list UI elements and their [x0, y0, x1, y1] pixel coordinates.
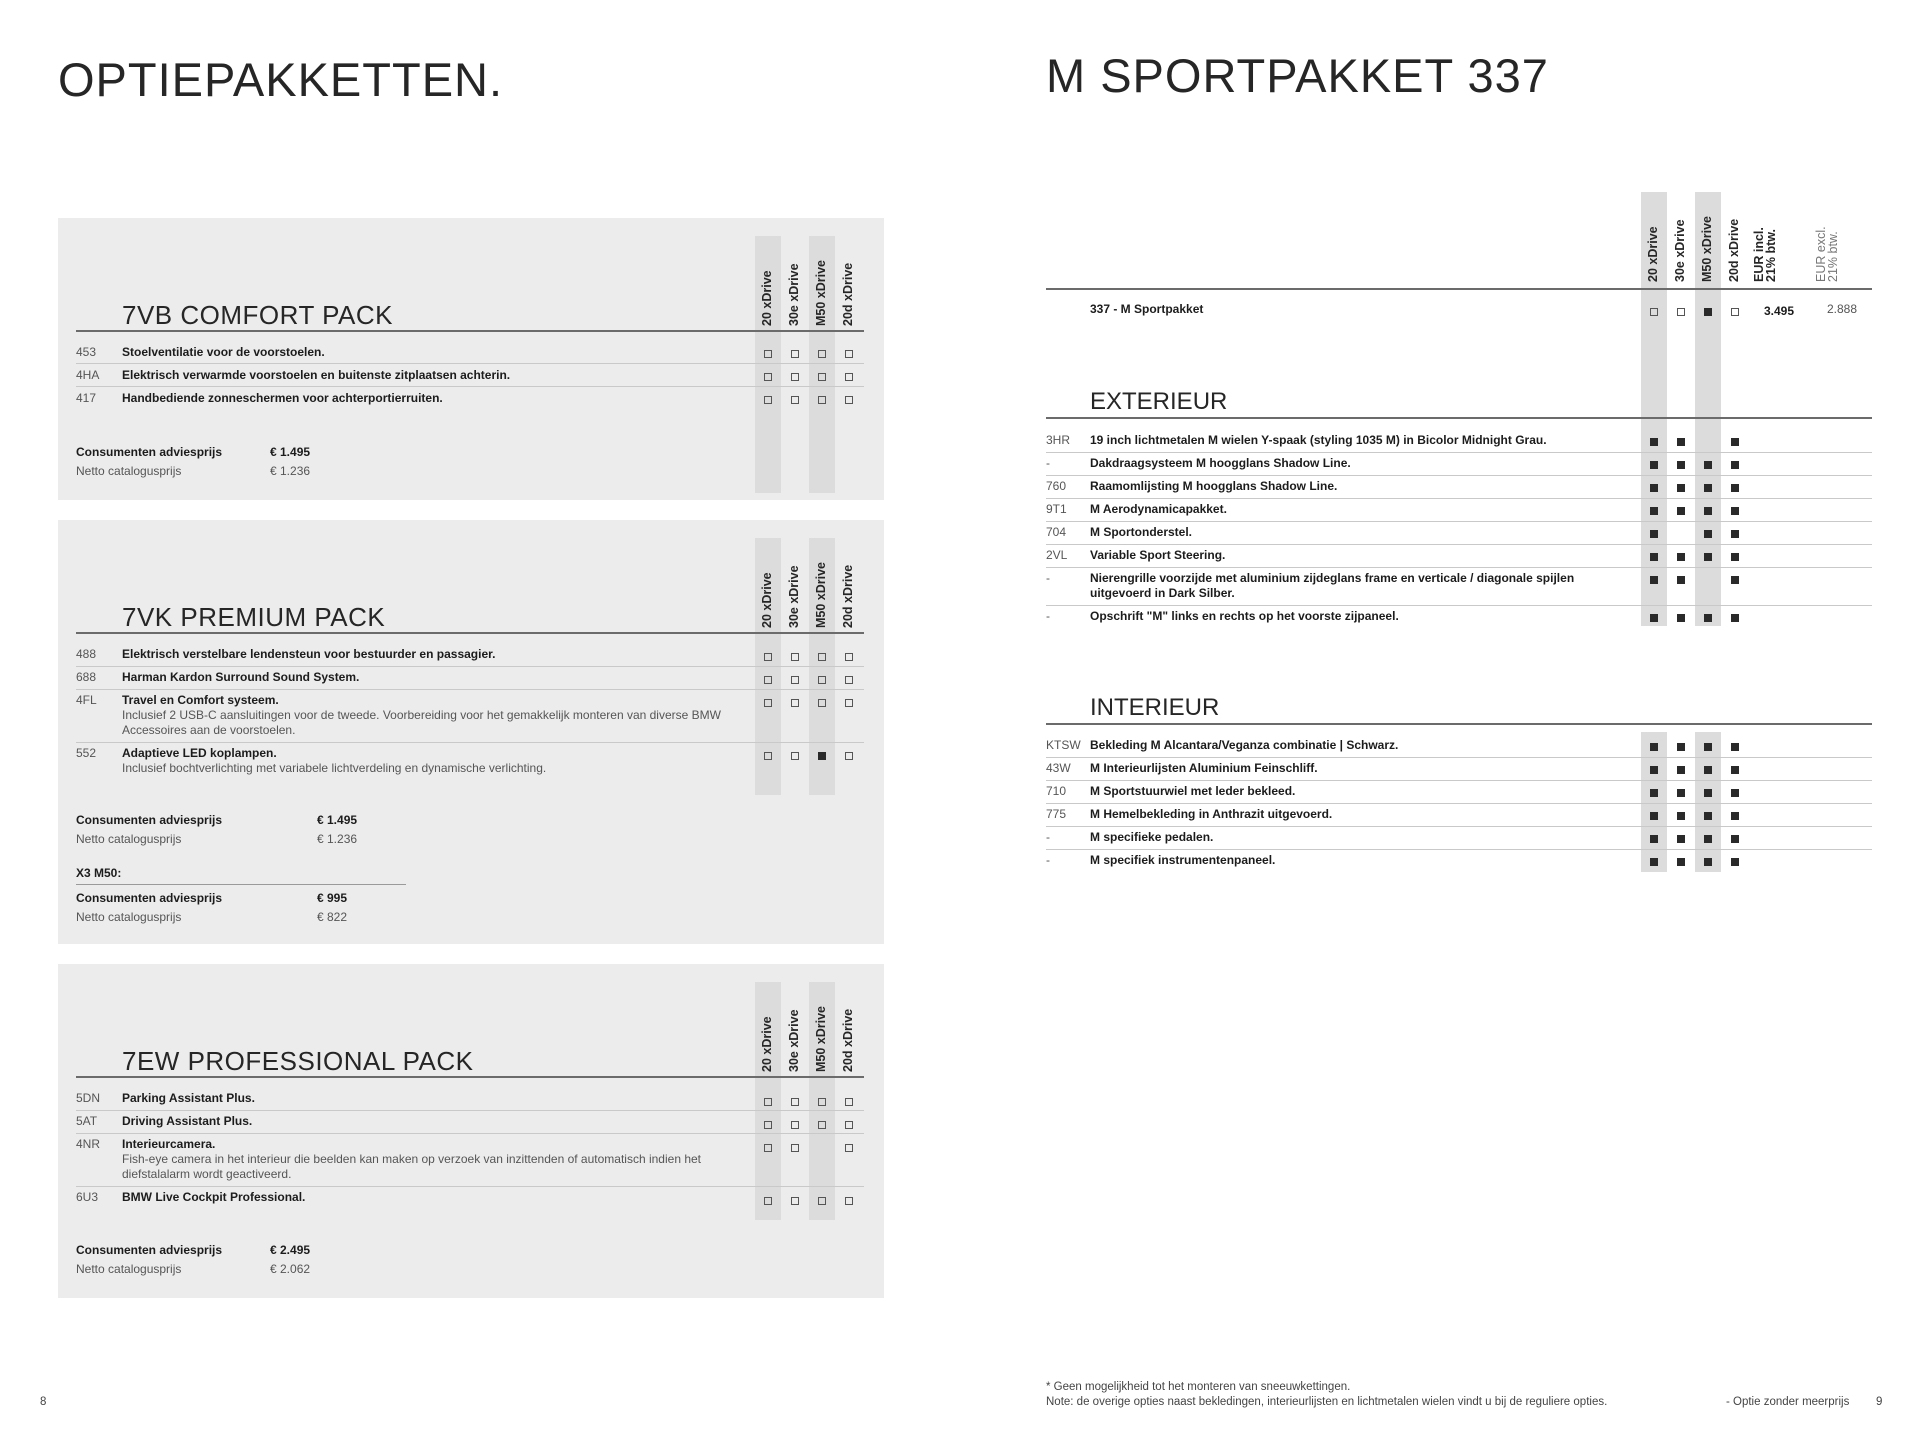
- option-code: 4HA: [76, 368, 100, 382]
- mark-optional: [764, 396, 772, 404]
- option-code: 688: [76, 670, 97, 684]
- package-row-desc: 337 - M Sportpakket: [1090, 302, 1204, 316]
- price-label: Consumenten adviesprijs: [76, 445, 223, 459]
- option-code: 710: [1046, 784, 1067, 798]
- mark-standard: [1731, 614, 1739, 622]
- row-divider: [76, 689, 864, 690]
- mark-standard: [1677, 743, 1685, 751]
- row-divider: [1046, 605, 1872, 606]
- option-code: 5AT: [76, 1114, 98, 1128]
- section-title-exterieur: EXTERIEUR: [1090, 388, 1228, 415]
- row-divider: [76, 1133, 864, 1134]
- mark-optional: [818, 1121, 826, 1129]
- section-title-interieur: INTERIEUR: [1090, 694, 1220, 721]
- mark-optional: [845, 752, 853, 760]
- mark-standard: [1650, 576, 1658, 584]
- option-desc: Elektrisch verstelbare lendensteun voor bestuurder en passagier.: [122, 647, 496, 661]
- mark-optional: [845, 1098, 853, 1106]
- mark-optional: [818, 1098, 826, 1106]
- option-desc: Stoelventilatie voor de voorstoelen.: [122, 345, 325, 359]
- mark-standard: [1650, 858, 1658, 866]
- option-desc: Adaptieve LED koplampen.: [122, 746, 277, 760]
- page-number-right: 9: [1876, 1396, 1883, 1408]
- mark-standard: [1704, 507, 1712, 515]
- row-divider: [1046, 475, 1872, 476]
- option-desc: M Sportstuurwiel met leder bekleed.: [1090, 784, 1296, 798]
- option-desc: 19 inch lichtmetalen M wielen Y-spaak (styling 1035 M) in Bicolor Midnight Grau.: [1090, 433, 1547, 447]
- price-value: € 1.495: [270, 445, 311, 459]
- mark-optional: [818, 676, 826, 684]
- header-rule: [1046, 288, 1872, 290]
- mark-standard: [1704, 461, 1712, 469]
- page-number-left: 8: [40, 1396, 47, 1408]
- option-desc: M Hemelbekleding in Anthrazit uitgevoerd.: [1090, 807, 1333, 821]
- mark-optional: [791, 653, 799, 661]
- mark-optional: [791, 1197, 799, 1205]
- mark-standard: [1650, 743, 1658, 751]
- mark-standard: [1704, 743, 1712, 751]
- mark-standard: [1650, 835, 1658, 843]
- mark-standard: [1677, 812, 1685, 820]
- option-code: 3HR: [1046, 433, 1071, 447]
- option-code: 43W: [1046, 761, 1071, 775]
- column-header-price-incl: EUR incl. 21% btw.: [1752, 227, 1778, 282]
- pack-box-professional: [58, 964, 884, 1298]
- price-value: € 1.236: [317, 832, 358, 846]
- mark-optional: [845, 676, 853, 684]
- option-code: 6U3: [76, 1190, 99, 1204]
- mark-standard: [1704, 835, 1712, 843]
- option-desc: Handbediende zonneschermen voor achterportierruiten.: [122, 391, 443, 405]
- mark-standard: [1650, 766, 1658, 774]
- mark-standard: [1650, 614, 1658, 622]
- price-incl: 3.495: [1764, 304, 1795, 318]
- row-divider: [1046, 452, 1872, 453]
- option-desc: Variable Sport Steering.: [1090, 548, 1226, 562]
- price-label: Netto catalogusprijs: [76, 910, 182, 924]
- mark-optional: [1677, 308, 1685, 316]
- row-divider: [76, 363, 864, 364]
- option-desc: Driving Assistant Plus.: [122, 1114, 253, 1128]
- column-header: 20 xDrive: [1646, 226, 1660, 282]
- column-shade: [1641, 732, 1667, 872]
- mark-optional: [764, 653, 772, 661]
- option-desc: Raamomlijsting M hoogglans Shadow Line.: [1090, 479, 1338, 493]
- mark-optional: [791, 350, 799, 358]
- column-header-price-excl: EUR excl. 21% btw.: [1814, 226, 1840, 282]
- mark-optional: [845, 350, 853, 358]
- mark-standard: [1650, 438, 1658, 446]
- column-header: 20d xDrive: [1727, 218, 1741, 282]
- option-code: KTSW: [1046, 738, 1081, 752]
- mark-optional: [791, 1098, 799, 1106]
- price-label: Consumenten adviesprijs: [76, 1243, 223, 1257]
- row-divider: [1046, 849, 1872, 850]
- price-value: € 1.236: [270, 464, 311, 478]
- mark-standard: [1677, 576, 1685, 584]
- page-title-right: M SPORTPAKKET 337: [1046, 49, 1549, 102]
- option-code: 488: [76, 647, 97, 661]
- option-code: 4NR: [76, 1137, 101, 1151]
- mark-standard: [1677, 553, 1685, 561]
- price-value: € 2.495: [270, 1243, 311, 1257]
- row-divider: [1046, 826, 1872, 827]
- mark-standard: [1650, 812, 1658, 820]
- pack-title: 7EW PROFESSIONAL PACK: [122, 1046, 474, 1076]
- mark-standard: [1650, 461, 1658, 469]
- price-label: Consumenten adviesprijs: [76, 891, 223, 905]
- option-code: 760: [1046, 479, 1067, 493]
- option-desc: M Aerodynamicapakket.: [1090, 502, 1227, 516]
- row-divider: [76, 386, 864, 387]
- mark-standard: [1731, 858, 1739, 866]
- mark-optional: [764, 676, 772, 684]
- legend-no-surcharge: - Optie zonder meerprijs: [1726, 1396, 1850, 1408]
- row-divider: [1046, 567, 1872, 568]
- mark-standard: [1704, 789, 1712, 797]
- mark-optional: [764, 1121, 772, 1129]
- mark-optional: [1731, 308, 1739, 316]
- mark-standard: [1704, 484, 1712, 492]
- mark-standard: [1677, 858, 1685, 866]
- option-code: 704: [1046, 525, 1067, 539]
- mark-optional: [845, 396, 853, 404]
- option-subtext: Inclusief bochtverlichting met variabele lichtverdeling en dynamische verlichting.: [122, 761, 547, 775]
- mark-optional: [791, 396, 799, 404]
- row-divider: [76, 666, 864, 667]
- option-subtext: Inclusief 2 USB-C aansluitingen voor de tweede. Voorbereiding voor het gemakkelijk monteren van diverse BMW Accessoires aan de voorstoelen.: [122, 708, 721, 737]
- price-value: € 2.062: [270, 1262, 311, 1276]
- price-value: € 1.495: [317, 813, 358, 827]
- mark-standard: [1677, 835, 1685, 843]
- price-label: Netto catalogusprijs: [76, 464, 182, 478]
- mark-standard: [1704, 614, 1712, 622]
- row-divider: [1046, 498, 1872, 499]
- row-divider: [1046, 521, 1872, 522]
- mark-optional: [845, 1197, 853, 1205]
- mark-standard: [1677, 507, 1685, 515]
- option-code: 417: [76, 391, 97, 405]
- mark-optional: [818, 1197, 826, 1205]
- header-rule: [76, 330, 864, 332]
- option-code: 552: [76, 746, 97, 760]
- option-desc: M specifiek instrumentenpaneel.: [1090, 853, 1276, 867]
- mark-optional: [764, 752, 772, 760]
- mark-optional: [818, 396, 826, 404]
- price-value: € 995: [317, 891, 348, 905]
- option-code: -: [1046, 571, 1050, 585]
- mark-standard: [1677, 461, 1685, 469]
- price-label: Consumenten adviesprijs: [76, 813, 223, 827]
- column-shade: [1695, 732, 1721, 872]
- mark-optional: [791, 676, 799, 684]
- price-label: Netto catalogusprijs: [76, 1262, 182, 1276]
- mark-standard: [1704, 530, 1712, 538]
- mark-standard: [1731, 835, 1739, 843]
- option-subtext: Fish-eye camera in het interieur die beelden kan maken op verzoek van inzittenden of automatisch indien het diefstalalarm wordt geactiveerd.: [122, 1152, 702, 1181]
- mark-standard: [1704, 553, 1712, 561]
- column-header: M50 xDrive: [1700, 215, 1714, 282]
- option-code: 2VL: [1046, 548, 1068, 562]
- mark-optional: [764, 1144, 772, 1152]
- row-divider: [1046, 780, 1872, 781]
- option-code: -: [1046, 456, 1050, 470]
- mark-standard: [1650, 507, 1658, 515]
- x3-divider: [76, 884, 406, 885]
- mark-standard: [1731, 576, 1739, 584]
- row-divider: [76, 1186, 864, 1187]
- mark-standard: [1650, 530, 1658, 538]
- mark-optional: [818, 350, 826, 358]
- mark-optional: [1650, 308, 1658, 316]
- page-title-left: OPTIEPAKKETTEN.: [58, 53, 504, 106]
- mark-standard: [1677, 789, 1685, 797]
- option-desc: Bekleding M Alcantara/Veganza combinatie | Schwarz.: [1090, 738, 1399, 752]
- option-code: 453: [76, 345, 97, 359]
- column-header: 30e xDrive: [787, 565, 801, 628]
- option-desc: Travel en Comfort systeem.: [122, 693, 279, 707]
- row-divider: [1046, 803, 1872, 804]
- option-desc: Opschrift "M" links en rechts op het voorste zijpaneel.: [1090, 609, 1399, 623]
- option-code: 9T1: [1046, 502, 1067, 516]
- option-code: -: [1046, 609, 1050, 623]
- mark-optional: [845, 1144, 853, 1152]
- mark-standard: [1731, 438, 1739, 446]
- mark-optional: [791, 1121, 799, 1129]
- mark-optional: [764, 350, 772, 358]
- column-header: 20d xDrive: [841, 564, 855, 628]
- mark-standard: [1731, 530, 1739, 538]
- mark-standard: [1704, 308, 1712, 316]
- mark-standard: [818, 752, 826, 760]
- column-header: 20d xDrive: [841, 262, 855, 326]
- mark-optional: [764, 373, 772, 381]
- mark-standard: [1677, 766, 1685, 774]
- option-code: -: [1046, 830, 1050, 844]
- option-desc: Interieurcamera.: [122, 1137, 216, 1151]
- option-desc: BMW Live Cockpit Professional.: [122, 1190, 306, 1204]
- section-rule: [1046, 417, 1872, 419]
- section-rule: [1046, 723, 1872, 725]
- column-header: 20d xDrive: [841, 1008, 855, 1072]
- footnote-1: * Geen mogelijkheid tot het monteren van sneeuwkettingen.: [1046, 1381, 1351, 1393]
- mark-optional: [791, 699, 799, 707]
- mark-standard: [1731, 789, 1739, 797]
- mark-optional: [845, 373, 853, 381]
- row-divider: [76, 1110, 864, 1111]
- column-header: 30e xDrive: [1673, 219, 1687, 282]
- mark-standard: [1677, 614, 1685, 622]
- pack-title: 7VB COMFORT PACK: [122, 300, 393, 330]
- price-excl: 2.888: [1827, 302, 1858, 316]
- option-code: 4FL: [76, 693, 97, 707]
- row-divider: [76, 742, 864, 743]
- mark-optional: [845, 1121, 853, 1129]
- mark-optional: [818, 653, 826, 661]
- mark-optional: [845, 653, 853, 661]
- row-divider: [1046, 757, 1872, 758]
- mark-standard: [1677, 438, 1685, 446]
- mark-optional: [791, 752, 799, 760]
- x3-label: X3 M50:: [76, 866, 122, 880]
- mark-optional: [845, 699, 853, 707]
- price-value: € 822: [317, 910, 348, 924]
- option-desc: M specifieke pedalen.: [1090, 830, 1214, 844]
- option-code: 775: [1046, 807, 1067, 821]
- option-desc: Dakdraagsysteem M hoogglans Shadow Line.: [1090, 456, 1351, 470]
- mark-standard: [1731, 553, 1739, 561]
- option-desc: M Sportonderstel.: [1090, 525, 1193, 539]
- mark-optional: [818, 699, 826, 707]
- mark-optional: [764, 699, 772, 707]
- column-header: M50 xDrive: [814, 259, 828, 326]
- column-header: M50 xDrive: [814, 561, 828, 628]
- mark-standard: [1704, 812, 1712, 820]
- mark-standard: [1731, 484, 1739, 492]
- mark-standard: [1704, 766, 1712, 774]
- mark-standard: [1677, 484, 1685, 492]
- mark-standard: [1731, 812, 1739, 820]
- option-desc: Nierengrille voorzijde met aluminium zijdeglans frame en verticale / diagonale spijlen uitgevoerd in Dark Silber.: [1090, 571, 1575, 600]
- mark-optional: [791, 1144, 799, 1152]
- column-header: M50 xDrive: [814, 1005, 828, 1072]
- row-divider: [1046, 544, 1872, 545]
- option-desc: Elektrisch verwarmde voorstoelen en buitenste zitplaatsen achterin.: [122, 368, 511, 382]
- mark-optional: [764, 1098, 772, 1106]
- mark-optional: [764, 1197, 772, 1205]
- column-header: 20 xDrive: [760, 572, 774, 628]
- option-desc: Parking Assistant Plus.: [122, 1091, 255, 1105]
- header-rule: [76, 632, 864, 634]
- column-header: 30e xDrive: [787, 1009, 801, 1072]
- option-code: 5DN: [76, 1091, 101, 1105]
- mark-standard: [1731, 766, 1739, 774]
- price-label: Netto catalogusprijs: [76, 832, 182, 846]
- option-desc: M Interieurlijsten Aluminium Feinschliff.: [1090, 761, 1318, 775]
- column-header: 30e xDrive: [787, 263, 801, 326]
- mark-standard: [1704, 858, 1712, 866]
- option-desc: Harman Kardon Surround Sound System.: [122, 670, 360, 684]
- mark-standard: [1650, 484, 1658, 492]
- pack-box-comfort: [58, 218, 884, 500]
- mark-optional: [818, 373, 826, 381]
- mark-standard: [1731, 507, 1739, 515]
- column-header: 20 xDrive: [760, 270, 774, 326]
- mark-standard: [1731, 461, 1739, 469]
- footnote-2: Note: de overige opties naast bekledingen, interieurlijsten en lichtmetalen wielen vindt u bij de reguliere opties.: [1046, 1396, 1608, 1408]
- column-header: 20 xDrive: [760, 1016, 774, 1072]
- mark-standard: [1731, 743, 1739, 751]
- mark-standard: [1650, 789, 1658, 797]
- pack-title: 7VK PREMIUM PACK: [122, 602, 386, 632]
- mark-optional: [791, 373, 799, 381]
- pack-box-premium: [58, 520, 884, 944]
- header-rule: [76, 1076, 864, 1078]
- option-code: -: [1046, 853, 1050, 867]
- mark-standard: [1650, 553, 1658, 561]
